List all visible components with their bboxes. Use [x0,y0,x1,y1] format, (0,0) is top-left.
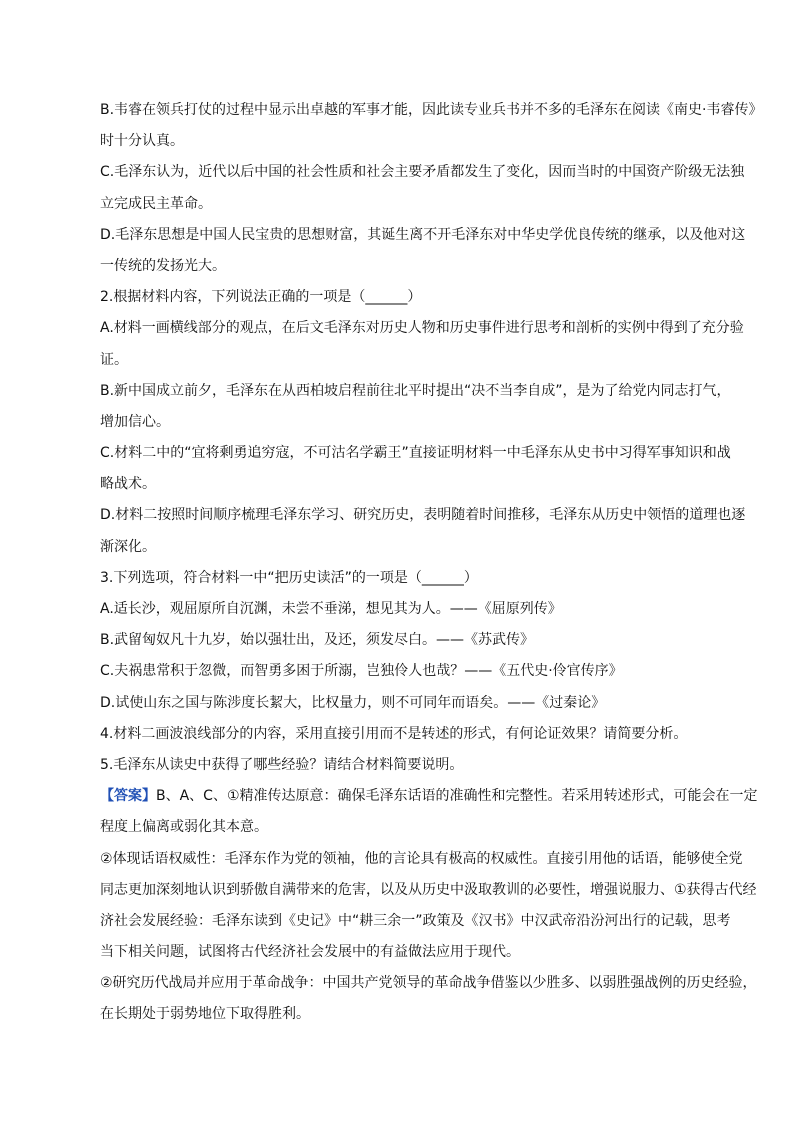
q3-option-b: B.武留匈奴凡十九岁，始以强壮出，及还，须发尽白。——《苏武传》 [100,632,535,649]
q3-option-c: C.夫祸患常积于忽微，而智勇多困于所溺，岂独伶人也哉？——《五代史·伶官传序》 [100,663,623,680]
q2-option-c-line1: C.材料二中的“宜将剩勇追穷寇，不可沽名学霸王”直接证明材料一中毛泽东从史书中习得军事知识和战 [100,445,731,462]
q3-option-a: A.适长沙，观屈原所自沉渊，未尝不垂涕，想见其为人。——《屈原列传》 [100,601,562,617]
q2-option-a-line1: A.材料一画横线部分的观点，在后文毛泽东对历史人物和历史事件进行思考和剖析的实例中得到了充分验 [100,320,744,337]
q2-option-d-line2: 渐深化。 [100,538,156,555]
q5-stem: 5.毛泽东从读史中获得了哪些经验？请结合材料简要说明。 [100,756,464,773]
q2-option-b-line1: B.新中国成立前夕，毛泽东在从西柏坡启程前往北平时提出“决不当李自成”，是为了给党内同志打气， [100,382,731,399]
answer-line4: 同志更加深刻地认识到骄傲自满带来的危害，以及从历史中汲取教训的必要性，增强说服力、①获得古代经 [100,881,757,898]
answer-line8: 在长期处于弱势地位下取得胜利。 [100,1006,310,1023]
answer-line5: 济社会发展经验：毛泽东读到《史记》中“耕三余一”政策及《汉书》中汉武帝沿汾河出行的记载，思考 [100,912,731,929]
q2-option-a-line2: 证。 [100,351,128,368]
answer-label: 【答案】 [100,788,156,805]
q2-stem: 2.根据材料内容，下列说法正确的一项是（______） [100,289,422,306]
answer-line7: ②研究历代战局并应用于革命战争：中国共产党领导的革命战争借鉴以少胜多、以弱胜强战例的历史经验， [100,975,757,992]
q2-option-b-line2: 增加信心。 [100,413,170,430]
q1-option-c-line1: C.毛泽东认为，近代以后中国的社会性质和社会主要矛盾都发生了变化，因而当时的中国资产阶级无法独 [100,164,745,181]
q2-option-c-line2: 略战术。 [100,476,156,493]
q3-stem: 3.下列选项，符合材料一中“把历史读活”的一项是（______） [100,569,478,586]
q1-option-b-line1: B.韦睿在领兵打仗的过程中显示出卓越的军事才能，因此读专业兵书并不多的毛泽东在阅读《南史·韦睿传》 [100,102,763,118]
q1-option-b-line2: 时十分认真。 [100,133,184,150]
document-page [100,95,763,1031]
q1-option-c-line2: 立完成民主革命。 [100,195,212,212]
q4-stem: 4.材料二画波浪线部分的内容，采用直接引用而不是转述的形式，有何论证效果？请简要分析。 [100,725,688,742]
answer-line1 [100,781,758,812]
q1-option-d-line1: D.毛泽东思想是中国人民宝贵的思想财富，其诞生离不开毛泽东对中华史学优良传统的继承，以及他对这 [100,226,746,243]
answer-text: B、A、C、①精准传达原意：确保毛泽东话语的准确性和完整性。若采用转述形式，可能会在一定 [156,788,758,805]
q3-option-d: D.试使山东之国与陈涉度长絜大，比权量力，则不可同年而语矣。——《过秦论》 [100,694,606,711]
answer-line2: 程度上偏离或弱化其本意。 [100,819,268,836]
answer-line3: ②体现话语权威性：毛泽东作为党的领袖，他的言论具有极高的权威性。直接引用他的话语，能够使全党 [100,850,743,867]
q2-option-d-line1: D.材料二按照时间顺序梳理毛泽东学习、研究历史，表明随着时间推移，毛泽东从历史中领悟的道理也逐 [100,507,746,524]
q1-option-d-line2: 一传统的发扬光大。 [100,257,226,274]
answer-line6: 当下相关问题，试图将古代经济社会发展中的有益做法应用于现代。 [100,944,520,961]
